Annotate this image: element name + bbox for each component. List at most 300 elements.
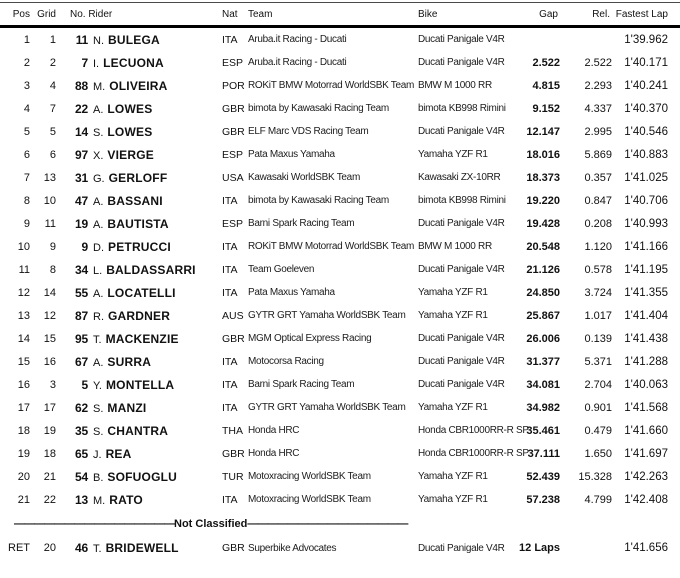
position-cell: 14	[17, 332, 30, 345]
rider-name-cell	[88, 194, 220, 208]
grid-cell: 8	[49, 263, 56, 276]
rider-name-cell	[88, 309, 220, 323]
result-row	[0, 74, 680, 97]
relative-gap-cell: 0.357	[584, 171, 612, 184]
fastest-lap-cell: 1'40.546	[624, 125, 668, 138]
gap-cell: 35.461	[526, 424, 560, 437]
fastest-lap-cell: 1'39.962	[624, 33, 668, 46]
grid-cell: 18	[43, 447, 56, 460]
bike-cell: Ducati Panigale V4R	[418, 218, 505, 229]
bike-cell: bimota KB998 Rimini	[418, 195, 506, 206]
header-pos: Pos	[12, 8, 30, 20]
bike-cell: Yamaha YZF R1	[418, 149, 488, 160]
gap-cell: 26.006	[526, 332, 560, 345]
gap-cell: 34.982	[526, 401, 560, 414]
rider-number-cell: 19	[75, 216, 88, 231]
nationality-cell: ESP	[222, 56, 244, 69]
fastest-lap-cell: 1'41.660	[624, 424, 668, 437]
rider-name-cell	[88, 102, 220, 116]
team-cell: bimota by Kawasaki Racing Team	[248, 195, 389, 206]
rider-initial: S.	[93, 425, 104, 438]
gap-cell: 12.147	[526, 125, 560, 138]
rider-number-cell: 35	[75, 423, 88, 438]
rider-number-cell: 47	[75, 193, 88, 208]
bike-cell: Ducati Panigale V4R	[418, 379, 505, 390]
rider-name-cell	[88, 79, 220, 93]
fastest-lap-cell: 1'41.438	[624, 332, 668, 345]
rider-initial: R.	[93, 310, 104, 323]
rider-initial: A.	[93, 287, 104, 300]
team-cell: Team Goeleven	[248, 264, 315, 275]
position-cell: 5	[23, 125, 30, 138]
fastest-lap-cell: 1'41.656	[624, 542, 668, 554]
rider-surname: LOCATELLI	[107, 285, 176, 300]
result-row	[0, 419, 680, 442]
nationality-cell: ESP	[222, 217, 244, 230]
rider-number-cell: 5	[81, 377, 88, 392]
not-classified-label: Not Classified	[174, 518, 248, 530]
rider-number-cell: 87	[75, 308, 88, 323]
result-row	[0, 235, 680, 258]
bike-cell: Ducati Panigale V4R	[418, 126, 505, 137]
nationality-cell: ITA	[222, 355, 238, 368]
nationality-cell: ITA	[222, 286, 238, 299]
rider-initial: G.	[93, 172, 105, 185]
bike-cell: Ducati Panigale V4R	[418, 34, 505, 45]
result-row	[0, 535, 680, 561]
bike-cell: Honda CBR1000RR-R SP	[418, 425, 529, 436]
nationality-cell: ITA	[222, 240, 238, 253]
grid-cell: 2	[49, 56, 56, 69]
not-classified-rows	[0, 535, 680, 561]
gap-cell: 52.439	[526, 470, 560, 483]
team-cell: Honda HRC	[248, 425, 300, 436]
rider-name-cell	[88, 33, 220, 47]
rider-initial: M.	[93, 494, 106, 507]
position-cell: 13	[17, 309, 30, 322]
nationality-cell: AUS	[222, 309, 244, 322]
gap-cell: 20.548	[526, 240, 560, 253]
grid-cell: 19	[43, 424, 56, 437]
nationality-cell: USA	[222, 171, 244, 184]
result-row	[0, 396, 680, 419]
nationality-cell: POR	[222, 79, 245, 92]
team-cell: GYTR GRT Yamaha WorldSBK Team	[248, 310, 406, 321]
rider-number-cell: 95	[75, 331, 88, 346]
position-cell: 20	[17, 470, 30, 483]
rider-name-cell	[88, 401, 220, 415]
position-cell: 3	[23, 79, 30, 92]
rider-number-cell: 22	[75, 101, 88, 116]
relative-gap-cell: 1.017	[584, 309, 612, 322]
gap-cell: 19.428	[526, 217, 560, 230]
result-row	[0, 442, 680, 465]
bike-cell: Ducati Panigale V4R	[418, 57, 505, 68]
rider-surname: REA	[105, 446, 132, 461]
fastest-lap-cell: 1'41.025	[624, 171, 668, 184]
bike-cell: Honda CBR1000RR-R SP	[418, 448, 529, 459]
grid-cell: 12	[43, 309, 56, 322]
grid-cell: 17	[43, 401, 56, 414]
nationality-cell: ITA	[222, 493, 238, 506]
rider-name-cell	[88, 541, 220, 555]
fastest-lap-cell: 1'42.408	[624, 493, 668, 506]
header-fastest-lap: Fastest Lap	[615, 8, 668, 20]
fastest-lap-cell: 1'40.706	[624, 194, 668, 207]
bike-cell: Ducati Panigale V4R	[418, 264, 505, 275]
team-cell: Superbike Advocates	[248, 542, 337, 554]
rider-number-cell: 67	[75, 354, 88, 369]
gap-cell: 18.373	[526, 171, 560, 184]
rider-name-cell	[88, 217, 220, 231]
position-cell: 4	[23, 102, 30, 115]
rider-name-cell	[88, 240, 220, 254]
grid-cell: 13	[43, 171, 56, 184]
rider-surname: PETRUCCI	[108, 239, 171, 254]
grid-cell: 15	[43, 332, 56, 345]
gap-cell: 37.111	[527, 447, 560, 460]
rider-initial: J.	[93, 448, 102, 461]
header-team: Team	[248, 8, 273, 20]
rider-number-cell: 62	[75, 400, 88, 415]
rider-surname: BASSANI	[107, 193, 163, 208]
grid-cell: 10	[43, 194, 56, 207]
grid-cell: 7	[49, 102, 56, 115]
nationality-cell: ITA	[222, 194, 238, 207]
rider-surname: LECUONA	[103, 55, 164, 70]
team-cell: Pata Maxus Yamaha	[248, 149, 335, 160]
team-cell: Aruba.it Racing - Ducati	[248, 34, 347, 45]
separator-dashes-right: ————————————————	[247, 518, 408, 530]
rider-surname: MACKENZIE	[105, 331, 179, 346]
result-row	[0, 166, 680, 189]
rider-number-cell: 97	[75, 147, 88, 162]
fastest-lap-cell: 1'40.063	[624, 378, 668, 391]
rider-name-cell	[88, 56, 220, 70]
result-row	[0, 120, 680, 143]
rider-number-cell: 55	[75, 285, 88, 300]
rider-name-cell	[88, 263, 220, 277]
rider-number-cell: 65	[75, 446, 88, 461]
team-cell: ELF Marc VDS Racing Team	[248, 126, 369, 137]
position-cell: 7	[23, 171, 30, 184]
rider-surname: LOWES	[107, 101, 153, 116]
grid-cell: 9	[49, 240, 56, 253]
relative-gap-cell: 1.120	[584, 240, 612, 253]
rider-name-cell	[88, 125, 220, 139]
relative-gap-cell: 2.704	[584, 378, 612, 391]
separator-dashes-left: ————————————————	[14, 518, 174, 530]
results-rows	[0, 28, 680, 511]
rider-initial: M.	[93, 80, 106, 93]
gap-cell: 25.867	[526, 309, 560, 322]
position-cell: 10	[17, 240, 30, 253]
fastest-lap-cell: 1'40.993	[624, 217, 668, 230]
bike-cell: Yamaha YZF R1	[418, 310, 488, 321]
header-bike: Bike	[418, 8, 438, 20]
rider-name-cell	[88, 171, 220, 185]
rider-number-cell: 54	[75, 469, 88, 484]
nationality-cell: ESP	[222, 148, 244, 161]
fastest-lap-cell: 1'41.288	[624, 355, 668, 368]
fastest-lap-cell: 1'40.883	[624, 148, 668, 161]
rider-surname: MANZI	[107, 400, 147, 415]
rider-surname: BALDASSARRI	[106, 262, 196, 277]
rider-initial: S.	[93, 402, 104, 415]
rider-number-cell: 14	[75, 124, 88, 139]
relative-gap-cell: 0.479	[584, 424, 612, 437]
team-cell: Motocorsa Racing	[248, 356, 324, 367]
gap-cell: 9.152	[532, 102, 560, 115]
result-row	[0, 189, 680, 212]
position-cell: 9	[23, 217, 30, 230]
grid-cell: 22	[43, 493, 56, 506]
rider-number-cell: 31	[75, 170, 88, 185]
nationality-cell: ITA	[222, 401, 238, 414]
relative-gap-cell: 4.799	[584, 493, 612, 506]
grid-cell: 20	[43, 542, 56, 554]
rider-surname: SURRA	[107, 354, 152, 369]
header-gap: Gap	[539, 8, 558, 20]
rider-initial: D.	[93, 241, 104, 254]
nationality-cell: GBR	[222, 447, 245, 460]
rider-initial: A.	[93, 356, 104, 369]
header-no-rider: No. Rider	[70, 8, 113, 20]
rider-initial: X.	[93, 149, 104, 162]
gap-cell: 31.377	[526, 355, 560, 368]
relative-gap-cell: 2.522	[584, 56, 612, 69]
rider-name-cell	[88, 378, 220, 392]
result-row	[0, 28, 680, 51]
grid-cell: 21	[43, 470, 56, 483]
team-cell: bimota by Kawasaki Racing Team	[248, 103, 389, 114]
result-row	[0, 281, 680, 304]
nationality-cell: ITA	[222, 263, 238, 276]
nationality-cell: ITA	[222, 378, 238, 391]
header-rel: Rel.	[592, 8, 610, 20]
rider-number-cell: 13	[75, 492, 88, 507]
relative-gap-cell: 2.293	[584, 79, 612, 92]
position-cell: 18	[17, 424, 30, 437]
bike-cell: bimota KB998 Rimini	[418, 103, 506, 114]
relative-gap-cell: 0.578	[584, 263, 612, 276]
result-row	[0, 465, 680, 488]
relative-gap-cell: 5.869	[584, 148, 612, 161]
rider-initial: A.	[93, 195, 104, 208]
result-row	[0, 304, 680, 327]
result-row	[0, 212, 680, 235]
fastest-lap-cell: 1'41.166	[624, 240, 668, 253]
rider-initial: T.	[93, 333, 102, 346]
team-cell: GYTR GRT Yamaha WorldSBK Team	[248, 402, 406, 413]
relative-gap-cell: 15.328	[578, 470, 612, 483]
bike-cell: Yamaha YZF R1	[418, 494, 488, 505]
nationality-cell: ITA	[222, 33, 238, 46]
rider-number-cell: 34	[75, 262, 88, 277]
rider-surname: OLIVEIRA	[109, 78, 168, 93]
fastest-lap-cell: 1'41.404	[624, 309, 668, 322]
rider-number-cell: 9	[81, 239, 88, 254]
relative-gap-cell: 0.139	[584, 332, 612, 345]
result-row	[0, 488, 680, 511]
fastest-lap-cell: 1'40.241	[624, 79, 668, 92]
position-cell: 19	[17, 447, 30, 460]
rider-surname: LOWES	[107, 124, 153, 139]
position-cell: 16	[17, 378, 30, 391]
results-table-header	[0, 3, 680, 28]
grid-cell: 1	[49, 33, 56, 46]
position-cell: 8	[23, 194, 30, 207]
bike-cell: BMW M 1000 RR	[418, 80, 492, 91]
fastest-lap-cell: 1'41.568	[624, 401, 668, 414]
rider-surname: BULEGA	[108, 32, 160, 47]
grid-cell: 4	[49, 79, 56, 92]
gap-cell: 57.238	[526, 493, 560, 506]
rider-initial: I.	[93, 57, 100, 70]
rider-number-cell: 88	[75, 78, 88, 93]
team-cell: Honda HRC	[248, 448, 300, 459]
position-cell: 12	[17, 286, 30, 299]
result-row	[0, 258, 680, 281]
gap-cell: 4.815	[532, 79, 560, 92]
rider-name-cell	[88, 447, 220, 461]
team-cell: Aruba.it Racing - Ducati	[248, 57, 347, 68]
rider-initial: S.	[93, 126, 104, 139]
nationality-cell: THA	[222, 424, 243, 437]
grid-cell: 5	[49, 125, 56, 138]
result-row	[0, 373, 680, 396]
nationality-cell: GBR	[222, 125, 245, 138]
nationality-cell: TUR	[222, 470, 244, 483]
rider-surname: BRIDEWELL	[105, 541, 179, 555]
rider-name-cell	[88, 470, 220, 484]
rider-initial: A.	[93, 103, 104, 116]
relative-gap-cell: 0.847	[584, 194, 612, 207]
result-row	[0, 97, 680, 120]
fastest-lap-cell: 1'41.697	[624, 447, 668, 460]
position-cell: 15	[17, 355, 30, 368]
nationality-cell: GBR	[222, 542, 245, 554]
rider-initial: Y.	[93, 379, 102, 392]
gap-cell: 24.850	[526, 286, 560, 299]
rider-initial: N.	[93, 34, 104, 47]
header-grid: Grid	[37, 8, 56, 20]
rider-initial: L.	[93, 264, 103, 277]
team-cell: ROKiT BMW Motorrad WorldSBK Team	[248, 241, 415, 252]
gap-cell: 19.220	[526, 194, 560, 207]
grid-cell: 6	[49, 148, 56, 161]
fastest-lap-cell: 1'41.355	[624, 286, 668, 299]
relative-gap-cell: 0.901	[584, 401, 612, 414]
fastest-lap-cell: 1'40.370	[624, 102, 668, 115]
team-cell: Barni Spark Racing Team	[248, 379, 355, 390]
rider-name-cell	[88, 286, 220, 300]
not-classified-separator	[0, 513, 470, 535]
position-cell: 6	[23, 148, 30, 161]
position-cell: 2	[23, 56, 30, 69]
relative-gap-cell: 1.650	[584, 447, 612, 460]
gap-cell: 12 Laps	[519, 542, 560, 554]
relative-gap-cell: 5.371	[584, 355, 612, 368]
result-row	[0, 350, 680, 373]
rider-surname: BAUTISTA	[107, 216, 169, 231]
gap-cell: 34.081	[526, 378, 560, 391]
rider-surname: RATO	[109, 492, 143, 507]
grid-cell: 11	[44, 217, 56, 230]
header-nat: Nat	[222, 8, 238, 20]
bike-cell: Yamaha YZF R1	[418, 402, 488, 413]
bike-cell: Ducati Panigale V4R	[418, 356, 505, 367]
relative-gap-cell: 2.995	[584, 125, 612, 138]
rider-surname: MONTELLA	[105, 377, 175, 392]
team-cell: Pata Maxus Yamaha	[248, 287, 335, 298]
rider-number-cell: 7	[81, 55, 88, 70]
rider-surname: GERLOFF	[108, 170, 168, 185]
rider-name-cell	[88, 332, 220, 346]
rider-number-cell: 46	[75, 541, 88, 555]
rider-name-cell	[88, 493, 220, 507]
rider-name-cell	[88, 148, 220, 162]
team-cell: Motoxracing WorldSBK Team	[248, 471, 371, 482]
gap-cell: 2.522	[532, 56, 560, 69]
rider-name-cell	[88, 355, 220, 369]
grid-cell: 3	[49, 378, 56, 391]
rider-number-cell: 11	[75, 32, 88, 47]
gap-cell: 21.126	[526, 263, 560, 276]
bike-cell: BMW M 1000 RR	[418, 241, 492, 252]
result-row	[0, 51, 680, 74]
nationality-cell: GBR	[222, 332, 245, 345]
position-cell: 17	[17, 401, 30, 414]
team-cell: ROKiT BMW Motorrad WorldSBK Team	[248, 80, 415, 91]
team-cell: Barni Spark Racing Team	[248, 218, 355, 229]
race-results-sheet	[0, 2, 680, 561]
bike-cell: Yamaha YZF R1	[418, 471, 488, 482]
result-row	[0, 327, 680, 350]
rider-surname: GARDNER	[108, 308, 171, 323]
position-cell: 21	[17, 493, 30, 506]
relative-gap-cell: 4.337	[584, 102, 612, 115]
team-cell: Motoxracing WorldSBK Team	[248, 494, 371, 505]
rider-initial: T.	[93, 543, 102, 555]
relative-gap-cell: 3.724	[584, 286, 612, 299]
rider-surname: VIERGE	[107, 147, 154, 162]
fastest-lap-cell: 1'42.263	[624, 470, 668, 483]
team-cell: MGM Optical Express Racing	[248, 333, 372, 344]
bike-cell: Kawasaki ZX-10RR	[418, 172, 501, 183]
position-cell: RET	[8, 542, 30, 554]
fastest-lap-cell: 1'40.171	[624, 56, 668, 69]
rider-name-cell	[88, 424, 220, 438]
rider-surname: SOFUOGLU	[107, 469, 178, 484]
bike-cell: Ducati Panigale V4R	[418, 333, 505, 344]
relative-gap-cell: 0.208	[584, 217, 612, 230]
grid-cell: 16	[43, 355, 56, 368]
grid-cell: 14	[43, 286, 56, 299]
rider-surname: CHANTRA	[107, 423, 169, 438]
team-cell: Kawasaki WorldSBK Team	[248, 172, 360, 183]
rider-initial: A.	[93, 218, 104, 231]
bike-cell: Ducati Panigale V4R	[418, 542, 505, 554]
rider-initial: B.	[93, 471, 104, 484]
gap-cell: 18.016	[526, 148, 560, 161]
position-cell: 1	[23, 33, 30, 46]
nationality-cell: GBR	[222, 102, 245, 115]
result-row	[0, 143, 680, 166]
fastest-lap-cell: 1'41.195	[624, 263, 668, 276]
position-cell: 11	[18, 263, 30, 276]
bike-cell: Yamaha YZF R1	[418, 287, 488, 298]
